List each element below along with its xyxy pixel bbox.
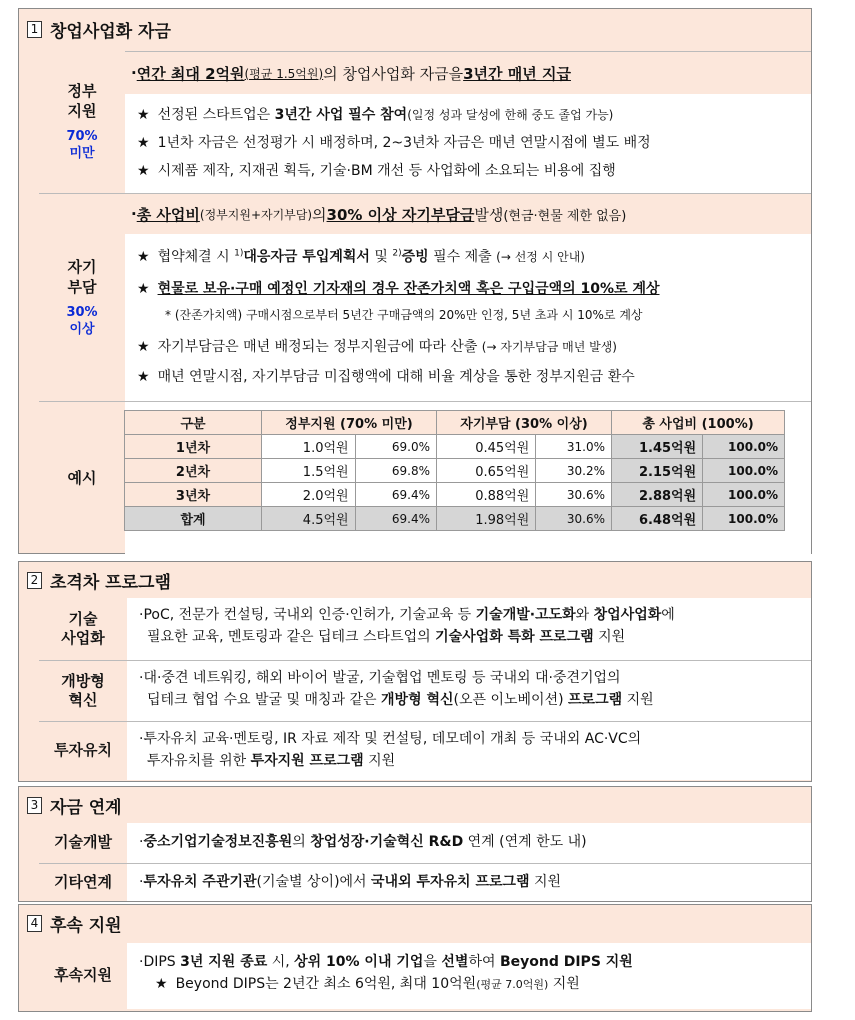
section-title-text: 초격차 프로그램 bbox=[50, 572, 171, 593]
table-row bbox=[125, 483, 785, 507]
text: 에 bbox=[661, 607, 675, 623]
label-line: 투자유치 bbox=[54, 741, 112, 760]
investment-label bbox=[39, 722, 127, 780]
text: 지원 bbox=[529, 874, 562, 890]
text: 시, bbox=[267, 954, 295, 970]
text-bold: 창업사업화 bbox=[593, 607, 662, 623]
rnd-text bbox=[127, 823, 811, 863]
self-line-1 bbox=[137, 246, 807, 266]
footnote-mark: 2) bbox=[392, 248, 402, 259]
text: 의 bbox=[292, 834, 311, 850]
text-small: (현금·현물 제한 없음) bbox=[503, 208, 627, 224]
tech-commercialization-text bbox=[127, 598, 811, 660]
text-small: (평균 7.0억원) bbox=[476, 978, 549, 992]
text: (오픈 이노베이션) bbox=[453, 692, 569, 709]
pct-line: 이상 bbox=[69, 322, 95, 338]
follow-up-label bbox=[39, 943, 127, 1009]
text: 선정된 스타트업은 bbox=[157, 107, 275, 123]
table-cell: 100.0% bbox=[703, 483, 785, 507]
text: 및 bbox=[369, 249, 393, 265]
section-title-text: 후속 지원 bbox=[50, 915, 122, 936]
text-small: (일정 성과 달성에 한해 중도 졸업 가능) bbox=[407, 108, 614, 122]
text: · bbox=[139, 834, 144, 850]
text: 연계 (연계 한도 내) bbox=[463, 834, 587, 850]
section-fund-linkage bbox=[18, 786, 812, 902]
star-icon: ★ bbox=[137, 163, 150, 179]
table-cell: 30.2% bbox=[536, 459, 612, 483]
label-line: 기술개발 bbox=[54, 833, 112, 852]
open-innovation-text bbox=[127, 661, 811, 721]
text-bold: 3년간 사업 필수 참여 bbox=[274, 107, 408, 123]
self-pct-text: 30% 이상 자기부담금 bbox=[326, 205, 475, 224]
table-cell: 100.0% bbox=[703, 435, 785, 459]
text-bold: 선별 bbox=[441, 954, 469, 970]
table-cell: 100.0% bbox=[703, 507, 785, 531]
self-burden-label bbox=[39, 193, 125, 402]
text-line bbox=[139, 626, 799, 648]
text-bold: 대응자금 투입계획서 bbox=[243, 249, 370, 265]
text: 의 bbox=[312, 205, 327, 224]
text-line bbox=[139, 973, 799, 995]
table-cell: 100.0% bbox=[703, 459, 785, 483]
table-cell: 30.6% bbox=[536, 483, 612, 507]
section-title-text: 창업사업화 자금 bbox=[50, 21, 171, 42]
label-line: 부담 bbox=[67, 278, 97, 297]
text: 지원 bbox=[622, 692, 654, 709]
table-cell: 합계 bbox=[125, 507, 262, 531]
bullet: · bbox=[131, 205, 137, 223]
table-header-row bbox=[125, 411, 785, 435]
text: ·PoC, 전문가 컨설팅, 국내외 인증·인허가, 기술교육 등 bbox=[139, 607, 476, 623]
table-cell: 69.0% bbox=[355, 435, 436, 459]
text-line bbox=[139, 951, 799, 973]
table-cell: 0.65억원 bbox=[437, 459, 536, 483]
text: · bbox=[139, 874, 144, 890]
text-small: (→ 자기부담금 매년 발생) bbox=[481, 340, 617, 354]
section-super-gap-program bbox=[18, 561, 812, 782]
section-number: 4 bbox=[27, 915, 42, 932]
text-small: (→ 선정 시 안내) bbox=[496, 250, 585, 264]
star-icon: ★ bbox=[137, 369, 150, 385]
section-number: 2 bbox=[27, 572, 42, 589]
text-line bbox=[139, 667, 799, 689]
section-number: 3 bbox=[27, 797, 42, 814]
text: (기술별 상이)에서 bbox=[256, 874, 372, 890]
three-years: 3년간 매년 지급 bbox=[463, 64, 571, 83]
text-bold: 개방형 혁신 bbox=[381, 692, 454, 709]
text: 자기부담금은 매년 배정되는 정부지원금에 따라 산출 bbox=[157, 339, 482, 355]
table-cell: 1년차 bbox=[125, 435, 262, 459]
pct-line: 미만 bbox=[69, 146, 95, 162]
pct-line: 70% bbox=[66, 129, 98, 145]
table-cell: 69.4% bbox=[355, 507, 436, 531]
label-line: 정부 bbox=[67, 81, 97, 100]
text-line bbox=[139, 728, 799, 750]
gov-pct bbox=[66, 129, 97, 163]
text: 와 bbox=[575, 607, 594, 623]
text: 지원 bbox=[593, 629, 626, 646]
text: 발생 bbox=[474, 205, 504, 224]
text: 매년 연말시점, 자기부담금 미집행액에 대해 비율 계상을 통한 정부지원금 환수 bbox=[157, 369, 635, 385]
text: 협약체결 시 bbox=[157, 249, 235, 265]
text-bold: 상위 10% 이내 기업 bbox=[294, 954, 424, 970]
text-bold: 국내외 투자유치 프로그램 bbox=[371, 874, 530, 890]
text-bold: 중소기업기술정보진흥원 bbox=[143, 834, 293, 850]
text: 투자유치를 위한 bbox=[147, 753, 251, 770]
avg-amount: (평균 1.5억원) bbox=[244, 66, 324, 81]
table-cell: 0.45억원 bbox=[437, 435, 536, 459]
investment-text bbox=[127, 722, 811, 780]
table-cell: 6.48억원 bbox=[612, 507, 703, 531]
table-header: 총 사업비 (100%) bbox=[612, 411, 785, 435]
table-total-row bbox=[125, 507, 785, 531]
self-burden-content bbox=[125, 193, 811, 402]
max-amount: 연간 최대 2억원 bbox=[136, 64, 245, 83]
label-line: 기타연계 bbox=[54, 872, 112, 891]
text: Beyond DIPS는 2년간 최소 6억원, 최대 10억원 bbox=[175, 976, 477, 993]
example-label bbox=[39, 401, 125, 554]
star-icon: ★ bbox=[155, 976, 168, 993]
self-line-4 bbox=[137, 336, 807, 356]
label-line: 사업화 bbox=[61, 629, 105, 647]
table-cell: 0.88억원 bbox=[437, 483, 536, 507]
table-cell: 1.5억원 bbox=[262, 459, 356, 483]
gov-line-3 bbox=[137, 160, 807, 180]
text-bold: 3년 지원 종료 bbox=[180, 954, 268, 970]
text: ·투자유치 교육·멘토링, IR 자료 제작 및 컨설팅, 데모데이 개최 등 국내외 AC·VC의 bbox=[139, 731, 642, 747]
label-line: 혁신 bbox=[68, 691, 98, 709]
tech-commercialization-label bbox=[39, 598, 127, 660]
table-cell: 2.88억원 bbox=[612, 483, 703, 507]
table-cell: 1.45억원 bbox=[612, 435, 703, 459]
text-bold: 투자지원 프로그램 bbox=[250, 753, 364, 770]
table-header: 구분 bbox=[125, 411, 262, 435]
text: 시제품 제작, 지재권 획득, 기술·BM 개선 등 사업화에 소요되는 비용에 집행 bbox=[157, 163, 616, 179]
text-bold: 증빙 bbox=[401, 249, 429, 265]
self-burden-headline bbox=[125, 194, 811, 234]
text-bold: Beyond DIPS 지원 bbox=[499, 954, 633, 970]
section-follow-up bbox=[18, 904, 812, 1012]
pct-line: 30% bbox=[66, 305, 98, 321]
section-title bbox=[27, 562, 171, 598]
table-header: 자기부담 (30% 이상) bbox=[437, 411, 612, 435]
table-cell: 1.98억원 bbox=[437, 507, 536, 531]
follow-up-text bbox=[127, 943, 811, 1009]
text: 필요한 교육, 멘토링과 같은 딥테크 스타트업의 bbox=[147, 629, 436, 646]
text-bold: 창업성장·기술혁신 R&D bbox=[310, 834, 464, 850]
table-cell: 2년차 bbox=[125, 459, 262, 483]
text: 지원 bbox=[548, 976, 580, 993]
text: 의 창업사업화 자금을 bbox=[323, 64, 464, 83]
text-line bbox=[139, 689, 799, 711]
rnd-label bbox=[39, 823, 127, 863]
table-row bbox=[125, 435, 785, 459]
section-number: 1 bbox=[27, 21, 42, 38]
table-header: 정부지원 (70% 미만) bbox=[262, 411, 437, 435]
table-cell: 2.0억원 bbox=[262, 483, 356, 507]
text: ·DIPS bbox=[139, 954, 181, 970]
gov-support-label bbox=[39, 51, 125, 193]
label-line: 후속지원 bbox=[54, 966, 112, 985]
text-line bbox=[139, 750, 799, 772]
other-linkage-label bbox=[39, 864, 127, 901]
total-cost: 총 사업비 bbox=[136, 205, 200, 224]
table-cell: 69.4% bbox=[355, 483, 436, 507]
self-line-2 bbox=[137, 278, 807, 298]
section-title bbox=[27, 905, 122, 941]
table-cell: 30.6% bbox=[536, 507, 612, 531]
text: 1년차 자금은 선정평가 시 배정하며, 2~3년차 자금은 매년 연말시점에 별도 배정 bbox=[157, 135, 651, 151]
table-cell: 4.5억원 bbox=[262, 507, 356, 531]
star-icon: ★ bbox=[137, 249, 150, 265]
section-title bbox=[27, 787, 122, 823]
self-line-3 bbox=[165, 306, 807, 323]
text: 을 bbox=[423, 954, 442, 970]
table-cell: 1.0억원 bbox=[262, 435, 356, 459]
star-icon: ★ bbox=[137, 281, 150, 297]
text-small: (정부지원+자기부담) bbox=[199, 207, 313, 222]
bullet: · bbox=[131, 64, 137, 82]
gov-line-1 bbox=[137, 104, 807, 124]
text: 딥테크 협업 수요 발굴 및 매칭과 같은 bbox=[147, 692, 382, 709]
text-bold: 프로그램 bbox=[568, 692, 623, 709]
footnote-mark: 1) bbox=[234, 248, 244, 259]
text-bold: 기술사업화 특화 프로그램 bbox=[435, 629, 594, 646]
star-icon: ★ bbox=[137, 135, 150, 151]
gov-support-headline bbox=[125, 52, 811, 94]
text-line bbox=[139, 604, 799, 626]
table-cell: 31.0% bbox=[536, 435, 612, 459]
example-table bbox=[124, 410, 785, 531]
table-row bbox=[125, 459, 785, 483]
label-line: 개방형 bbox=[61, 671, 105, 690]
star-icon: ★ bbox=[137, 107, 150, 123]
text: ·대·중견 네트워킹, 해외 바이어 발굴, 기술협업 멘토링 등 국내외 대·중견기업의 bbox=[139, 670, 621, 686]
self-line-5 bbox=[137, 366, 807, 386]
label-line: 지원 bbox=[67, 102, 97, 121]
open-innovation-label bbox=[39, 661, 127, 721]
label-line: 예시 bbox=[67, 468, 97, 487]
star-icon: ★ bbox=[137, 339, 150, 355]
gov-line-2 bbox=[137, 132, 807, 152]
text: 하여 bbox=[468, 954, 500, 970]
section-title bbox=[27, 11, 171, 47]
gov-support-content bbox=[125, 51, 811, 194]
table-cell: 69.8% bbox=[355, 459, 436, 483]
section-title-text: 자금 연계 bbox=[50, 797, 122, 818]
self-pct bbox=[66, 305, 97, 339]
table-cell: 2.15억원 bbox=[612, 459, 703, 483]
other-linkage-text bbox=[127, 864, 811, 901]
text: 지원 bbox=[363, 753, 396, 770]
text-bold: 투자유치 주관기관 bbox=[143, 874, 257, 890]
text-bold: 현물로 보유·구매 예정인 기자재의 경우 잔존가치액 혹은 구입금액의 10%로 계상 bbox=[157, 281, 660, 297]
text: 필수 제출 bbox=[428, 249, 497, 265]
note: * (잔존가치액) 구매시점으로부터 5년간 구매금액의 20%만 인정, 5년 초과 시 10%로 계상 bbox=[165, 308, 643, 322]
text-bold: 기술개발·고도화 bbox=[475, 607, 576, 623]
label-line: 자기 bbox=[67, 257, 97, 276]
label-line: 기술 bbox=[68, 609, 98, 628]
table-cell: 3년차 bbox=[125, 483, 262, 507]
